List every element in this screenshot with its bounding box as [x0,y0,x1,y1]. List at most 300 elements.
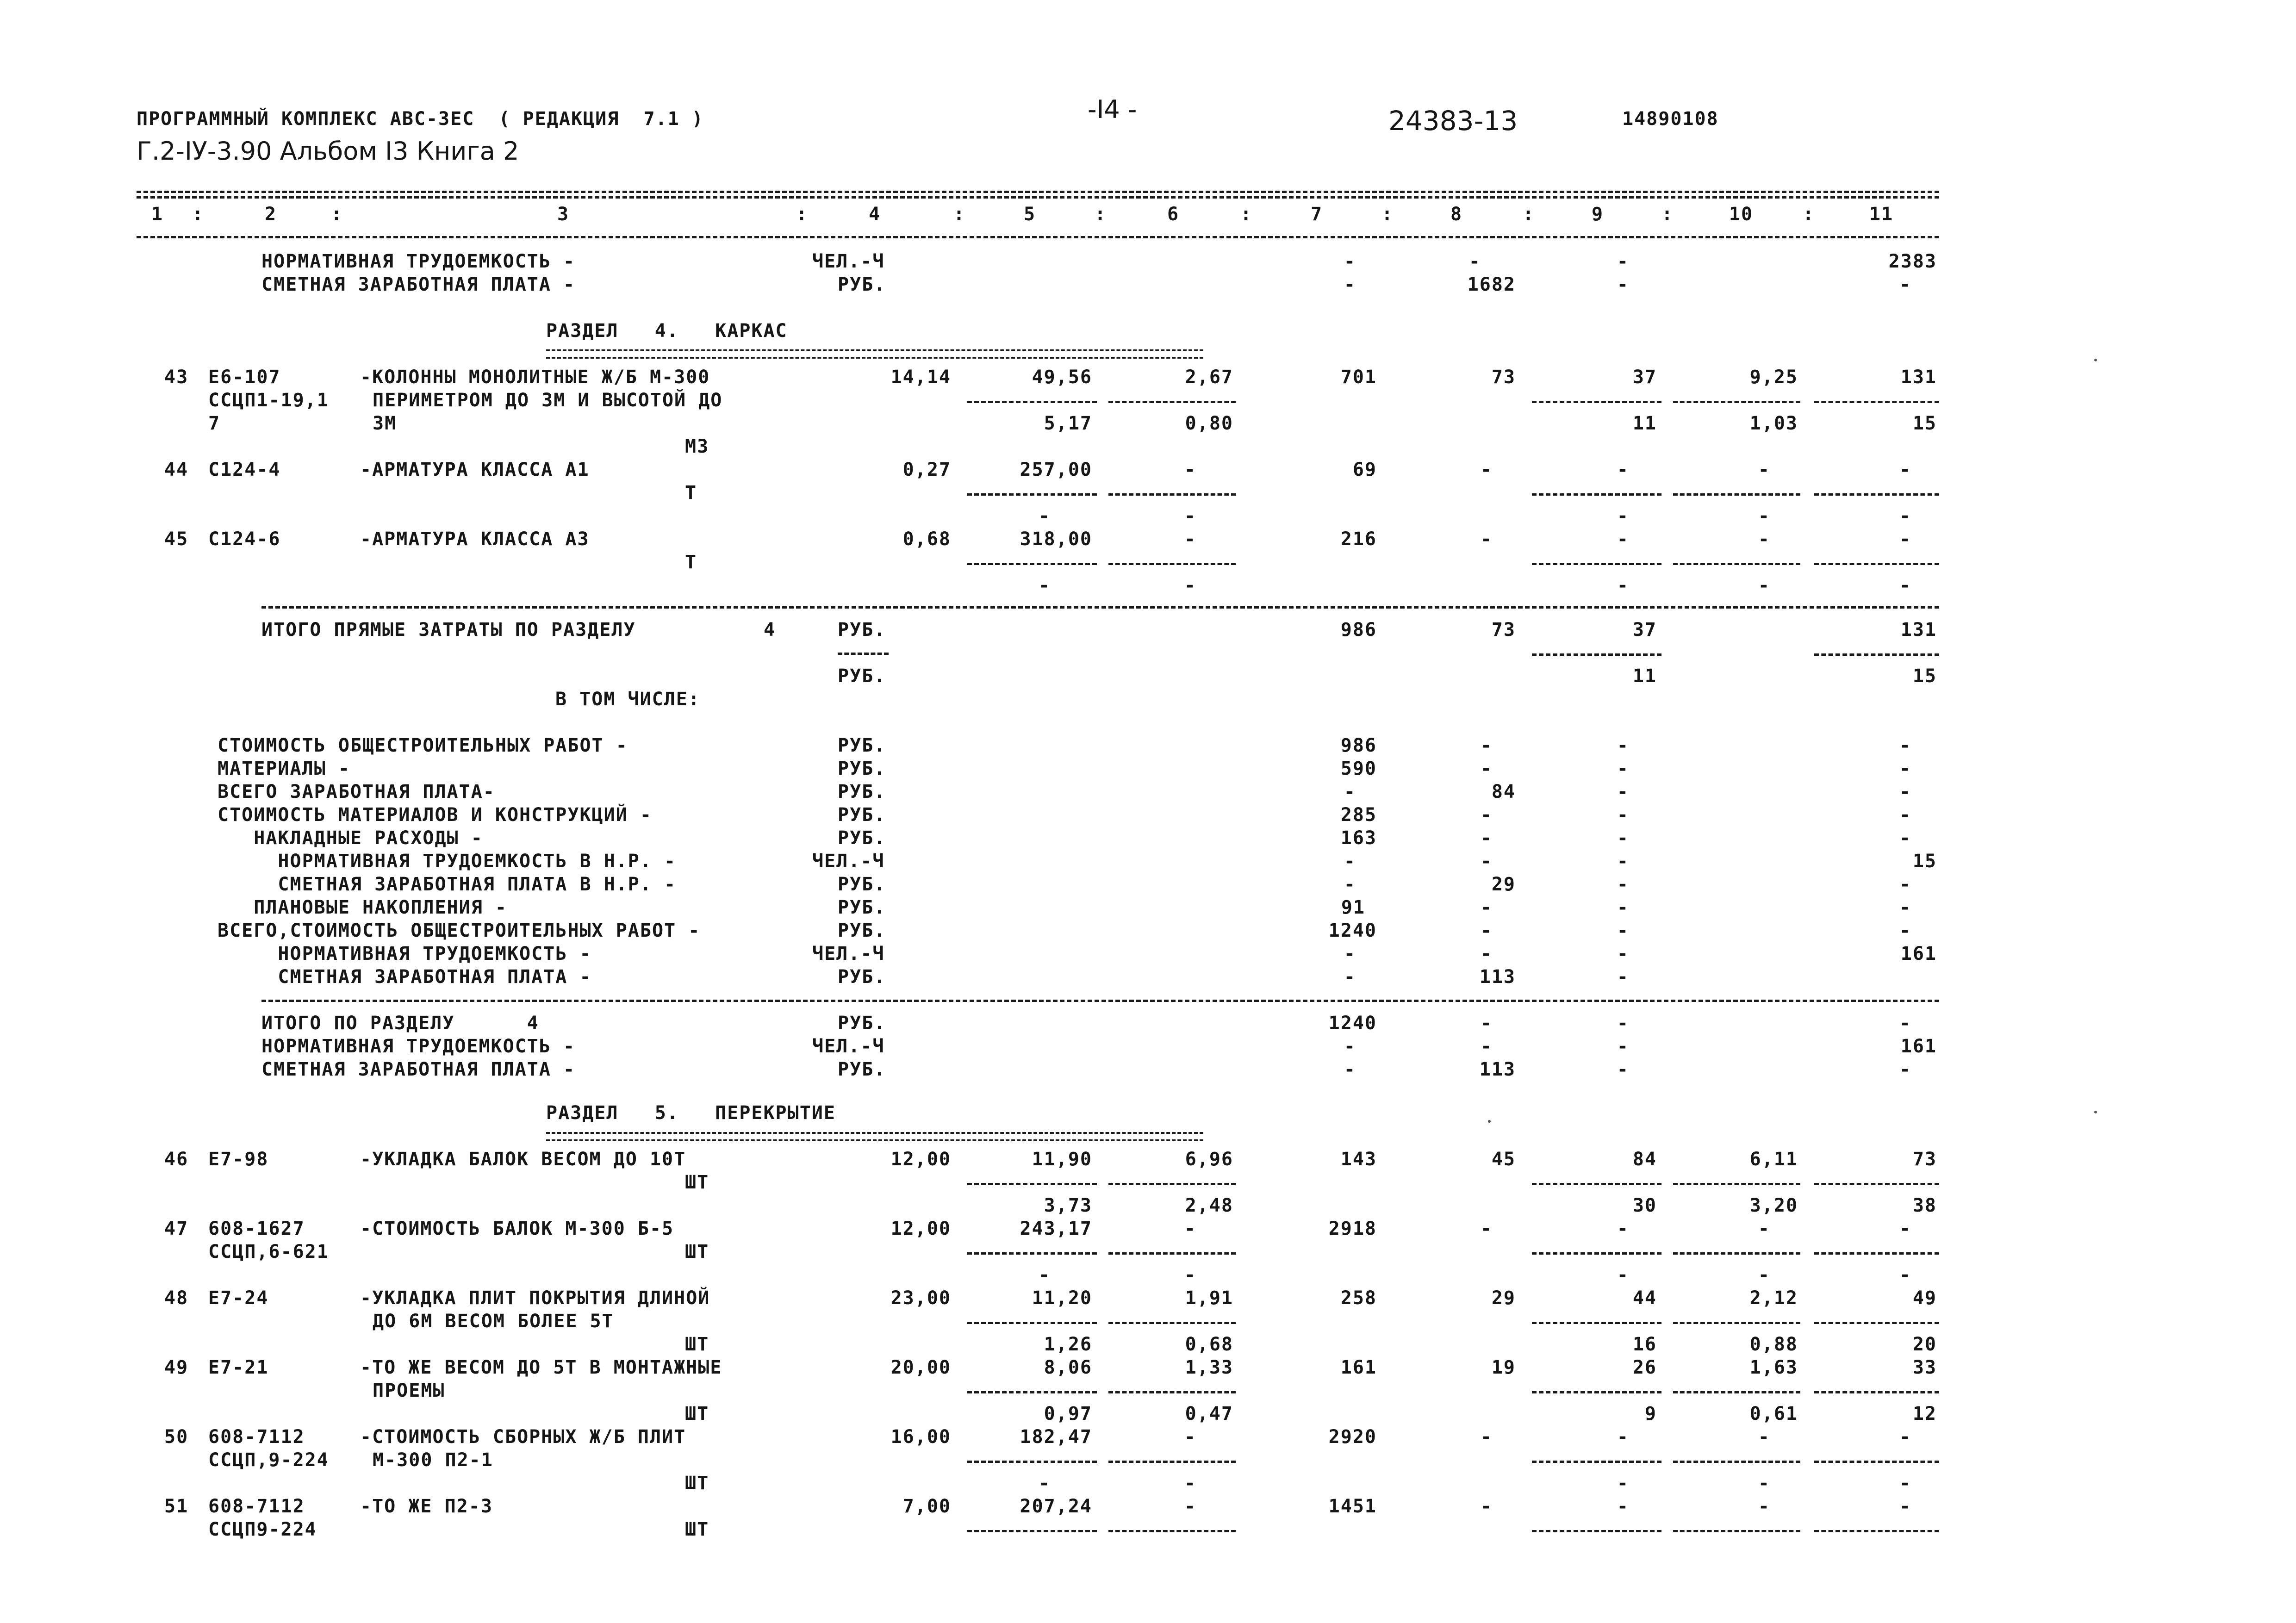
cell-c11: - [1899,735,1911,756]
cell-c11: - [1899,758,1911,779]
cell-divider [1532,493,1661,496]
breakdown-label: СТОИМОСТЬ ОБЩЕСТРОИТЕЛЬНЫХ РАБОТ - [218,735,628,756]
cell-c10-sub: 0,88 [1749,1334,1798,1355]
cell-c6-sub: 0,47 [1185,1403,1233,1424]
cell-c8: - [1480,827,1493,849]
cell-c11: 2383 [1888,251,1937,272]
cell-divider [967,1322,1097,1324]
cell-c10-sub: 1,03 [1749,413,1798,434]
cell-c9: 26 [1632,1357,1657,1378]
cell-c9-sub: 11 [1632,413,1657,434]
cell-divider [1673,1322,1800,1324]
cell-c11: - [1899,274,1911,295]
total-c9-sub: 11 [1632,665,1657,687]
cell-c9: 44 [1632,1287,1657,1309]
total-c11: 131 [1900,619,1937,640]
cell-c11: 131 [1900,367,1937,388]
cell-c10: - [1758,529,1770,550]
final-label: НОРМАТИВНАЯ ТРУДОЕМКОСТЬ - [261,1036,576,1057]
cell-c6: 6,96 [1185,1149,1233,1170]
final-rule [261,1000,1939,1002]
item-code-3: 7 [208,413,221,434]
breakdown-label: СМЕТНАЯ ЗАРАБОТНАЯ ПЛАТА В Н.Р. - [218,874,677,895]
col-separator: : [1240,204,1253,225]
cell-divider [1532,1391,1661,1393]
cell-c6-sub: 0,68 [1185,1334,1233,1355]
cell-divider [1108,401,1236,403]
cell-c10-sub: 3,20 [1749,1195,1798,1216]
cell-divider [1673,1183,1800,1185]
cell-c5: 318,00 [1020,529,1092,550]
item-number: 48 [164,1287,189,1309]
header-top-rule-2 [137,196,1939,199]
cell-c9: 84 [1632,1149,1657,1170]
item-name: -УКЛАДКА ПЛИТ ПОКРЫТИЯ ДЛИНОЙ [360,1287,710,1309]
item-unit: ШТ [685,1241,709,1262]
cell-c6: - [1184,1218,1196,1239]
cell-c8: 45 [1491,1149,1516,1170]
breakdown-unit: РУБ. [838,966,886,988]
breakdown-label: НОРМАТИВНАЯ ТРУДОЕМКОСТЬ - [218,943,592,964]
cell-divider [967,493,1097,496]
cell-c11: - [1899,874,1911,895]
item-name: -СТОИМОСТЬ БАЛОК М-300 Б-5 [360,1218,674,1239]
cell-c7: - [1344,1036,1356,1057]
cell-c7: 1451 [1328,1496,1377,1517]
breakdown-unit: ЧЕЛ.-Ч [812,851,885,872]
item-qty: 12,00 [890,1149,951,1170]
cell-c9: - [1617,251,1629,272]
cell-c11: - [1899,804,1911,826]
cell-c8: - [1480,529,1493,550]
cell-c8: - [1480,1036,1493,1057]
scan-speck [2094,359,2097,361]
cell-c9: - [1617,897,1629,918]
cell-c11-sub: - [1899,575,1911,596]
cell-c6: - [1184,1426,1196,1448]
cell-c10-sub: - [1758,575,1770,596]
cell-divider [1532,1461,1661,1463]
cell-c6: 1,33 [1185,1357,1233,1378]
cell-c5: 11,90 [1032,1149,1092,1170]
header-bottom-rule [137,236,1939,238]
cell-c5: 243,17 [1020,1218,1092,1239]
cell-divider [1108,1461,1236,1463]
cell-c10-sub: - [1758,1473,1770,1494]
final-label: ИТОГО ПО РАЗДЕЛУ 4 [261,1013,539,1034]
cell-c9: - [1617,827,1629,849]
cell-c7: - [1344,274,1356,295]
cell-c6: - [1184,459,1196,480]
cell-c9: - [1617,804,1629,826]
breakdown-label: НАКЛАДНЫЕ РАСХОДЫ - [218,827,483,849]
cell-c10: 2,12 [1749,1287,1798,1309]
cell-c9-sub: - [1617,1473,1629,1494]
cell-c6: - [1184,1496,1196,1517]
cell-divider [1673,1530,1800,1532]
cell-c8: - [1480,943,1493,964]
breakdown-unit: РУБ. [838,897,886,918]
cell-c7: 258 [1340,1287,1377,1309]
cell-c9: - [1617,735,1629,756]
cell-c5-sub: - [1038,1473,1051,1494]
cell-c9-sub: - [1617,1264,1629,1286]
cell-c8: - [1480,758,1493,779]
cell-c11: 161 [1900,943,1937,964]
cell-divider [1532,1183,1661,1185]
cell-c5-sub: 0,97 [1044,1403,1092,1424]
cell-divider [1673,1391,1800,1393]
cell-c8: - [1480,459,1493,480]
cell-divider [967,1252,1097,1255]
col-separator: : [796,204,809,225]
cell-c7: 590 [1340,758,1377,779]
col-separator: : [1523,204,1535,225]
cell-c11-sub: 12 [1912,1403,1937,1424]
col-separator: : [1381,204,1394,225]
cell-c8: - [1480,897,1493,918]
cell-c9: 37 [1632,367,1657,388]
cell-c9-sub: - [1617,575,1629,596]
cell-c7: 69 [1352,459,1377,480]
cell-c7: - [1344,1059,1356,1080]
cell-c7: 91 [1341,897,1365,918]
breakdown-unit: РУБ. [838,758,886,779]
final-unit: РУБ. [838,1059,886,1080]
cell-c7: 143 [1340,1149,1377,1170]
cell-divider [1814,493,1939,496]
cell-c5-sub: 1,26 [1044,1334,1092,1355]
cell-divider [1814,1322,1939,1324]
document-id: 14890108 [1622,108,1719,130]
cell-c7: 161 [1340,1357,1377,1378]
cell-c6-sub: 2,48 [1185,1195,1233,1216]
item-name-2: ДО 6М ВЕСОМ БОЛЕЕ 5Т [373,1311,614,1332]
cell-divider [967,1183,1097,1185]
item-code: 608-7112 [208,1496,305,1517]
cell-c7: 2918 [1328,1218,1377,1239]
cell-c8: 84 [1491,781,1516,802]
col-header-5: 5 [1023,204,1036,225]
item-qty: 0,68 [902,529,951,550]
cell-divider [1532,1252,1661,1255]
col-header-9: 9 [1591,204,1604,225]
cell-divider [1532,653,1661,656]
cell-c6: 2,67 [1185,367,1233,388]
item-unit: ШТ [685,1473,709,1494]
col-separator: : [1803,204,1815,225]
cell-divider [967,1530,1097,1532]
col-header-3: 3 [557,204,570,225]
section-4-underline [546,349,1203,359]
cell-c11: - [1899,1426,1911,1448]
total-c7: 986 [1340,619,1377,640]
cell-c9-sub: - [1617,505,1629,527]
cell-c7: 163 [1340,827,1377,849]
cell-divider [1532,1322,1661,1324]
cell-c9: - [1617,1013,1629,1034]
total-unit: РУБ. [838,619,886,640]
cell-c11: - [1899,459,1911,480]
cell-c9: - [1617,459,1629,480]
breakdown-label: СМЕТНАЯ ЗАРАБОТНАЯ ПЛАТА - [218,966,592,988]
breakdown-unit: РУБ. [838,874,886,895]
item-name-2: М-300 П2-1 [373,1449,493,1471]
item-name: -АРМАТУРА КЛАССА А3 [360,529,590,550]
cell-divider [1814,1252,1939,1255]
cell-c5-sub: - [1038,575,1051,596]
breakdown-label: НОРМАТИВНАЯ ТРУДОЕМКОСТЬ В Н.Р. - [218,851,677,872]
cell-c9: - [1617,966,1629,988]
col-separator: : [1095,204,1107,225]
cell-c10: - [1758,459,1770,480]
cell-c11-sub: - [1899,1264,1911,1286]
cell-c6-sub-44: - [1184,505,1196,527]
cell-c7: - [1344,781,1356,802]
cell-c5: 207,24 [1020,1496,1092,1517]
cell-c11: - [1899,1218,1911,1239]
including-label: В ТОМ ЧИСЛЕ: [555,689,700,710]
item-name: -ТО ЖЕ П2-3 [360,1496,493,1517]
item-qty: 7,00 [902,1496,951,1517]
cell-divider [1108,1322,1236,1324]
cell-c9: - [1617,1426,1629,1448]
item-unit: ШТ [685,1172,709,1193]
cell-c6: 1,91 [1185,1287,1233,1309]
cell-c11: - [1899,827,1911,849]
scan-speck [2094,1111,2097,1113]
cell-divider [1108,1530,1236,1532]
breakdown-label: ВСЕГО ЗАРАБОТНАЯ ПЛАТА- [218,781,495,802]
cell-c6-sub: - [1184,575,1196,596]
item-qty: 23,00 [890,1287,951,1309]
item-name: -ТО ЖЕ ВЕСОМ ДО 5Т В МОНТАЖНЫЕ [360,1357,722,1378]
item-number: 51 [164,1496,189,1517]
total-section-number: 4 [764,619,776,640]
cell-c8: 19 [1491,1357,1516,1378]
cell-c8: - [1480,1496,1493,1517]
item-code: С124-4 [208,459,281,480]
cell-c11-sub: - [1899,1473,1911,1494]
cell-c5: 49,56 [1032,367,1092,388]
item-unit: Т [685,482,697,504]
cell-c11: 33 [1912,1357,1937,1378]
item-number: 43 [164,367,189,388]
cell-c8: 29 [1491,1287,1516,1309]
scan-speck [1488,1120,1491,1123]
cell-c9: - [1617,943,1629,964]
header-top-rule [137,191,1939,193]
item-name-2: ПРОЕМЫ [373,1380,445,1401]
cell-c10-sub: - [1758,505,1770,527]
col-separator: : [331,204,343,225]
breakdown-unit: РУБ. [838,920,886,941]
cell-c9: - [1617,529,1629,550]
final-label: СМЕТНАЯ ЗАРАБОТНАЯ ПЛАТА - [261,1059,576,1080]
cell-c10-sub: 0,61 [1749,1403,1798,1424]
cell-divider [1108,1391,1236,1393]
item-unit: ШТ [685,1519,709,1540]
cell-c5: 11,20 [1032,1287,1092,1309]
col-header-4: 4 [868,204,881,225]
cell-c9: - [1617,1218,1629,1239]
item-qty: 0,27 [902,459,951,480]
cell-c7: 986 [1340,735,1377,756]
breakdown-label: ВСЕГО,СТОИМОСТЬ ОБЩЕСТРОИТЕЛЬНЫХ РАБОТ - [218,920,701,941]
item-code-2: ССЦП,9-224 [208,1449,329,1471]
item-name: -АРМАТУРА КЛАССА А1 [360,459,590,480]
item-number: 50 [164,1426,189,1448]
cell-c9: - [1617,920,1629,941]
col-header-2: 2 [264,204,277,225]
cell-c10: - [1758,1426,1770,1448]
item-number: 49 [164,1357,189,1378]
cell-c5: 182,47 [1020,1426,1092,1448]
item-qty: 12,00 [890,1218,951,1239]
cell-divider [1108,1252,1236,1255]
cell-c9: - [1617,874,1629,895]
cell-c11: - [1899,529,1911,550]
cell-c11: 161 [1900,1036,1937,1057]
cell-c5: 8,06 [1044,1357,1092,1378]
row-label: СМЕТНАЯ ЗАРАБОТНАЯ ПЛАТА - [261,274,576,295]
cell-c10: 9,25 [1749,367,1798,388]
section-5-title: РАЗДЕЛ 5. ПЕРЕКРЫТИЕ [546,1102,836,1124]
col-header-11: 11 [1869,204,1894,225]
item-code-2: ССЦП,6-621 [208,1241,329,1262]
cell-c8: - [1480,1013,1493,1034]
cell-divider [1814,563,1939,565]
item-number: 46 [164,1149,189,1170]
row-unit: РУБ. [838,274,886,295]
row-unit: ЧЕЛ.-Ч [812,251,885,272]
cell-c6-sub: 0,80 [1185,413,1233,434]
total-rule [261,606,1939,609]
cell-c9: - [1617,851,1629,872]
item-qty: 20,00 [890,1357,951,1378]
cell-c11: 15 [1912,851,1937,872]
row-label: НОРМАТИВНАЯ ТРУДОЕМКОСТЬ - [261,251,576,272]
item-name: -СТОИМОСТЬ СБОРНЫХ Ж/Б ПЛИТ [360,1426,686,1448]
cell-c11: - [1899,1059,1911,1080]
cell-divider [1673,563,1800,565]
col-header-7: 7 [1310,204,1323,225]
item-code: С124-6 [208,529,281,550]
col-header-8: 8 [1450,204,1463,225]
cell-c9-sub: 16 [1632,1334,1657,1355]
cell-c9: - [1617,1496,1629,1517]
cell-divider [967,1461,1097,1463]
cell-divider [1673,1252,1800,1255]
cell-c11: - [1899,1013,1911,1034]
item-unit: М3 [685,436,709,457]
cell-c10: - [1758,1496,1770,1517]
item-name-3: 3М [373,413,397,434]
cell-c8: - [1480,1218,1493,1239]
cell-c10: - [1758,1218,1770,1239]
cell-c9: - [1617,1059,1629,1080]
cell-c7: 2920 [1328,1426,1377,1448]
cell-c9: - [1617,1036,1629,1057]
page-number: -I4 - [1088,95,1137,124]
unit-underline [838,653,889,655]
cell-c8: - [1480,1426,1493,1448]
cell-divider [967,563,1097,565]
cell-c10: 6,11 [1749,1149,1798,1170]
cell-c8: 29 [1491,874,1516,895]
cell-divider [1814,401,1939,403]
breakdown-unit: РУБ. [838,735,886,756]
item-name: -КОЛОННЫ МОНОЛИТНЫЕ Ж/Б М-300 [360,367,710,388]
cell-c7: - [1344,874,1356,895]
cell-divider [1673,401,1800,403]
item-qty: 14,14 [890,367,951,388]
item-code: Е7-21 [208,1357,269,1378]
item-number: 44 [164,459,189,480]
cell-c7: 1240 [1328,920,1377,941]
cell-c11: - [1899,897,1911,918]
col-separator: : [1661,204,1674,225]
cell-c8: 113 [1479,1059,1516,1080]
total-c11-sub: 15 [1912,665,1937,687]
cell-c7: 216 [1340,529,1377,550]
total-unit-2: РУБ. [838,665,886,687]
cell-c8: - [1480,804,1493,826]
cell-c11: - [1899,781,1911,802]
item-qty: 16,00 [890,1426,951,1448]
program-title: ПРОГРАММНЫЙ КОМПЛЕКС АВС-ЗЕС ( РЕДАКЦИЯ 7.1 ) [137,108,704,130]
item-code-2: ССЦП9-224 [208,1519,317,1540]
cell-divider [1108,563,1236,565]
cell-c6-sub: - [1184,1264,1196,1286]
cell-c9: - [1617,274,1629,295]
cell-c8: - [1468,251,1481,272]
cell-divider [1532,563,1661,565]
cell-c6: - [1184,529,1196,550]
item-unit: Т [685,552,697,573]
item-code: Е7-98 [208,1149,269,1170]
item-name: -УКЛАДКА БАЛОК ВЕСОМ ДО 10Т [360,1149,686,1170]
item-number: 47 [164,1218,189,1239]
cell-c11-sub: 20 [1912,1334,1937,1355]
cell-divider [1108,493,1236,496]
cell-c8: - [1480,920,1493,941]
col-separator: : [192,204,205,225]
cell-c11: - [1899,920,1911,941]
breakdown-unit: РУБ. [838,827,886,849]
cell-divider [1814,1391,1939,1393]
cell-divider [1108,1183,1236,1185]
cell-c10: 1,63 [1749,1357,1798,1378]
col-header-10: 10 [1729,204,1754,225]
section-5-underline [546,1132,1203,1141]
item-number: 45 [164,529,189,550]
cell-c11-sub: 38 [1912,1195,1937,1216]
cell-c7: 701 [1340,367,1377,388]
cell-c8: 113 [1479,966,1516,988]
cell-c7: - [1344,943,1356,964]
item-code: 608-1627 [208,1218,305,1239]
cell-c11: 73 [1912,1149,1937,1170]
cell-c8: - [1480,851,1493,872]
cell-divider [1673,1461,1800,1463]
cell-c11-sub: 15 [1912,413,1937,434]
cell-c9-sub: 9 [1644,1403,1657,1424]
cell-c10-sub: - [1758,1264,1770,1286]
col-header-6: 6 [1167,204,1180,225]
breakdown-unit: ЧЕЛ.-Ч [812,943,885,964]
item-unit: ШТ [685,1334,709,1355]
